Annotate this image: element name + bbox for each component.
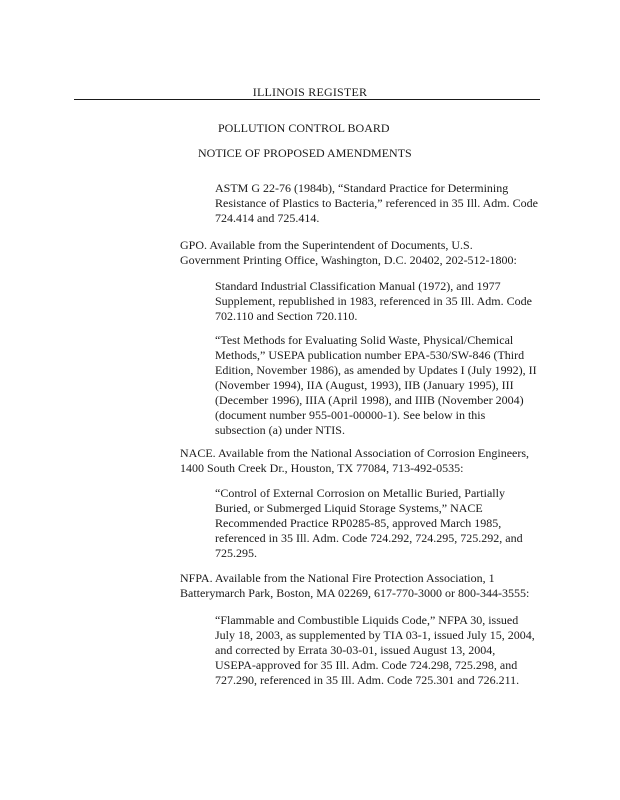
- gpo-sic-manual-reference: Standard Industrial Classification Manual (1972), and 1977 Supplement, republished in 1983, referenced in 35 Ill. Adm. Code 702.110 and Section 720.110.: [215, 279, 532, 323]
- astm-reference: ASTM G 22-76 (1984b), “Standard Practice for Determining Resistance of Plastics to Bacteria,” referenced in 35 Ill. Adm. Code 724.414 and 725.414.: [215, 181, 538, 225]
- header-divider: [74, 99, 540, 100]
- nfpa-source: NFPA. Available from the National Fire Protection Association, 1 Batterymarch Park, Boston, MA 02269, 617-770-3000 or 800-344-3555:: [180, 571, 530, 600]
- nace-source: NACE. Available from the National Association of Corrosion Engineers, 1400 South Creek Dr., Houston, TX 77084, 713-492-0535:: [180, 446, 530, 475]
- nace-rp0285-reference: “Control of External Corrosion on Metallic Buried, Partially Buried, or Submerged Liquid Storage Systems,” NACE Recommended Practice RP0285-85, approved March 1985, referenced in 35 Ill. Adm. Code 724.292, 724.295, 725.292, and 725.295.: [215, 486, 523, 560]
- gpo-sw846-reference: “Test Methods for Evaluating Solid Waste, Physical/Chemical Methods,” USEPA publication number EPA-530/SW-846 (Third Edition, November 1986), as amended by Updates I (July 1992), II (November 1994), IIA (August, 1993), IIB (January 1995), III (December 1996), IIIA (April 1998), and IIIB (November 2004) (document number 955-001-00000-1). See below in this subsection (a) under NTIS.: [215, 333, 537, 437]
- register-title: ILLINOIS REGISTER: [252, 85, 368, 99]
- gpo-source: GPO. Available from the Superintendent of Documents, U.S. Government Printing Office, Washington, D.C. 20402, 202-512-1800:: [180, 238, 517, 267]
- board-heading: POLLUTION CONTROL BOARD: [218, 121, 390, 135]
- nfpa-30-reference: “Flammable and Combustible Liquids Code,” NFPA 30, issued July 18, 2003, as supplemented by TIA 03-1, issued July 15, 2004, and corrected by Errata 30-03-01, issued August 13, 2004, USEPA-approved for 35 Ill. Adm. Code 724.298, 725.298, and 727.290, referenced in 35 Ill. Adm. Code 725.301 and 726.211.: [215, 613, 535, 687]
- notice-heading: NOTICE OF PROPOSED AMENDMENTS: [198, 146, 412, 160]
